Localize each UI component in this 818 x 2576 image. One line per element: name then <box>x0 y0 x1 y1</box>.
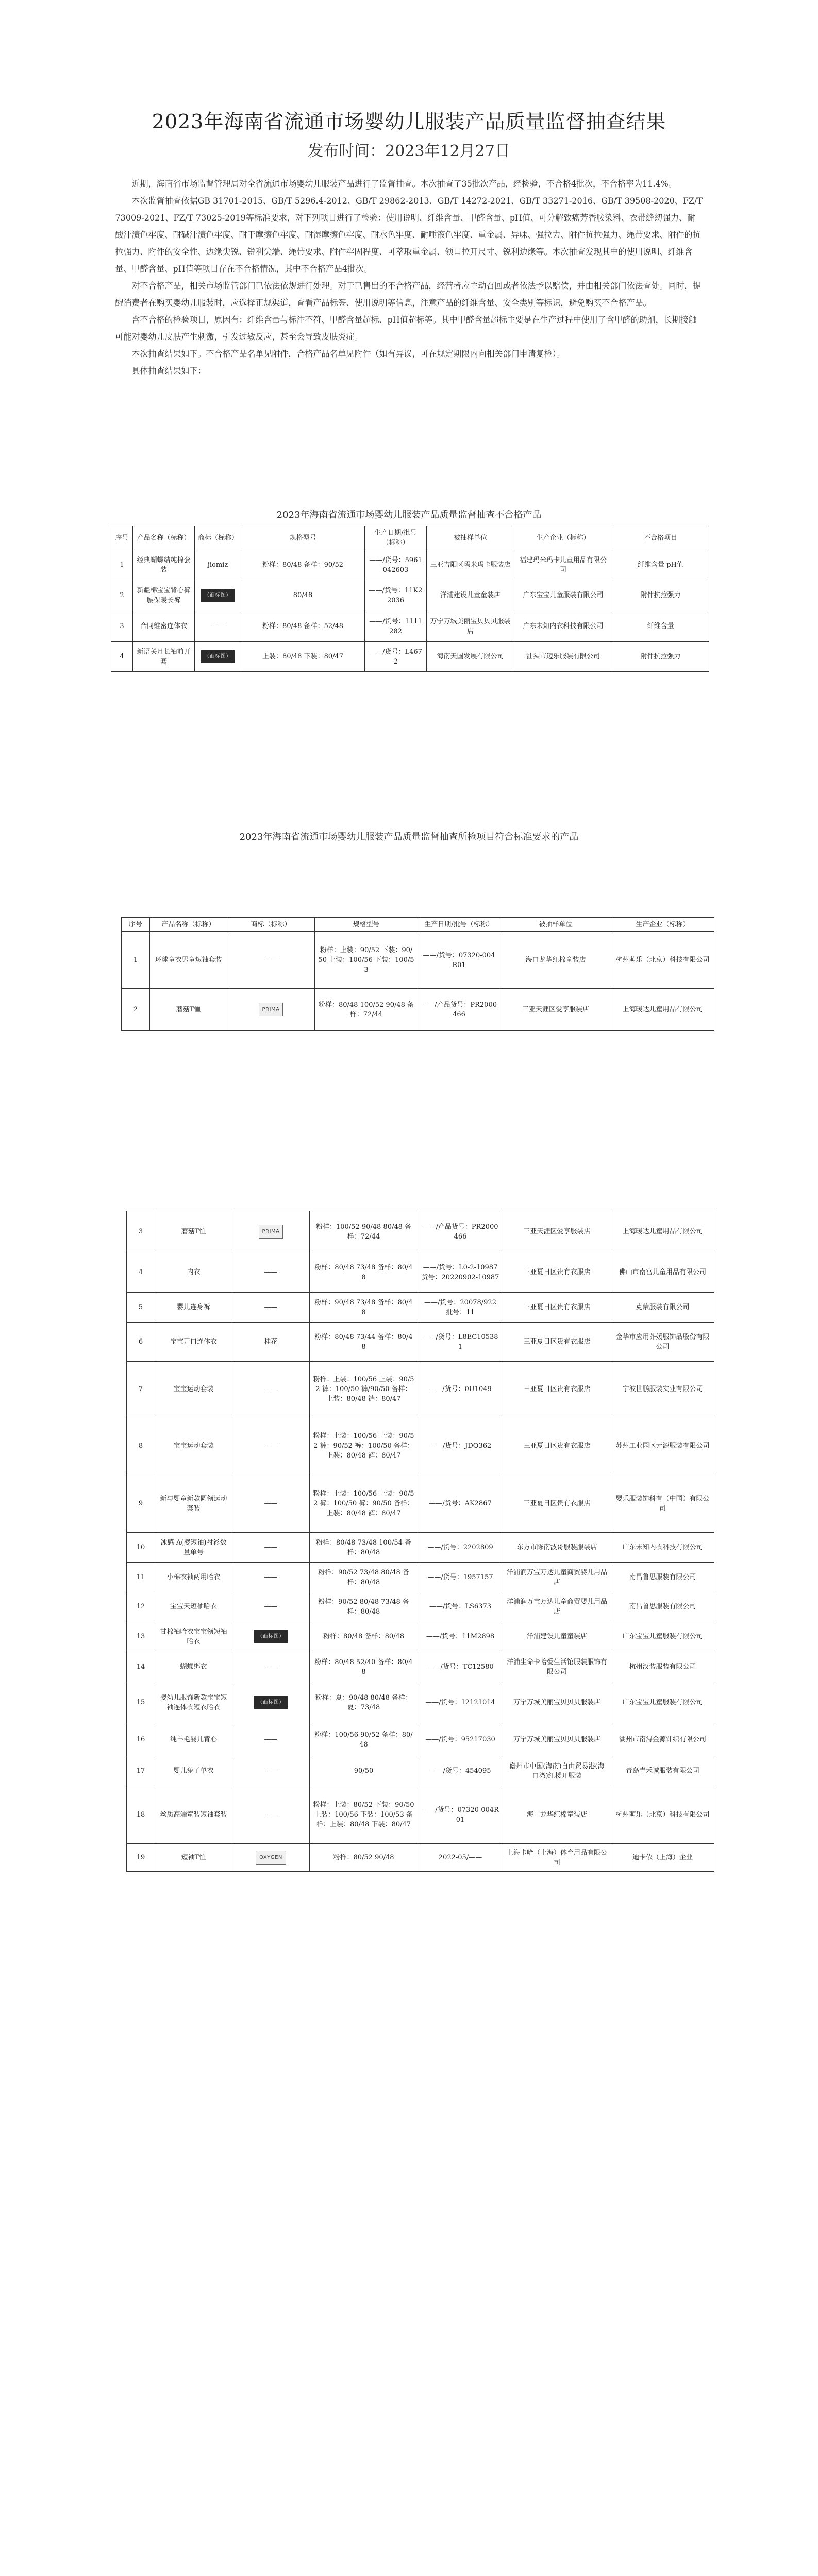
table-cell: 宝宝开口连体衣 <box>155 1323 232 1362</box>
table-cell: —— <box>232 1652 310 1682</box>
table-cell: 洋浦润万宝万达儿童商贸婴儿用品店 <box>503 1592 611 1621</box>
table-row <box>111 580 709 611</box>
table-cell: 丝质高端童装短袖套装 <box>155 1786 232 1844</box>
table-row <box>122 932 714 989</box>
column-header: 不合格项目 <box>612 526 709 550</box>
table-cell: 上海卡哈（上海）体育用品有限公司 <box>503 1844 611 1872</box>
column-header: 生产企业（标称） <box>611 918 714 932</box>
table-cell: 洋浦生命卡哈爱生活馆服装服饰有限公司 <box>503 1652 611 1682</box>
table-cell: 5 <box>127 1293 155 1323</box>
table-cell: 粉样：上装：90/52 下装：90/50 上装：100/56 下装：100/53 <box>315 932 418 989</box>
table-cell: —— <box>232 1475 310 1533</box>
table-cell: 南昌鲁思服装有限公司 <box>611 1563 714 1592</box>
table-cell: 4 <box>111 642 133 672</box>
table-cell: 青岛青禾诚服装有限公司 <box>611 1756 714 1786</box>
column-header: 被抽样单位 <box>500 918 611 932</box>
table-cell: —— <box>232 1786 310 1844</box>
table-cell: 1 <box>122 932 150 989</box>
table-cell: ——/货号：0U1049 <box>418 1362 503 1417</box>
table-cell: 海口龙华红棉童装店 <box>500 932 611 989</box>
table-cell: 纤维含量 pH值 <box>612 550 709 580</box>
table-cell: 80/48 <box>241 580 365 611</box>
table-cell: 杭州萌乐（北京）科技有限公司 <box>611 932 714 989</box>
table-cell: 洋浦建设儿童童装店 <box>427 580 514 611</box>
table-cell: —— <box>232 1362 310 1417</box>
table-cell: —— <box>232 1756 310 1786</box>
table-cell: ——/货号：5961042603 <box>365 550 427 580</box>
table-cell: —— <box>232 1563 310 1592</box>
table-cell: 广东未知内衣科技有限公司 <box>611 1533 714 1563</box>
table-cell: 杭州萌乐（北京）科技有限公司 <box>611 1786 714 1844</box>
table-row <box>111 611 709 642</box>
table-cell: ——/货号：JDO362 <box>418 1417 503 1475</box>
intro-paragraph: 本次监督抽查依据GB 31701-2015、GB/T 5296.4-2012、GB/T 29862-2013、GB/T 14272-2021、GB/T 33271-2016、GB/T 39508-2020、FZ/T 73009-2021、FZ/T 73025-2019等标准要求，对下列项目进行了检验：使用说明、纤维含量、甲醛含量、pH值、可分解致癌芳香胺染料、衣带缝纫强力、耐酸汗渍色牢度、耐碱汗渍色牢度、耐干摩擦色牢度、耐湿摩擦色牢度、耐水色牢度、耐唾液色牢度、重金属、异味、强拉力、附件抗拉强力、绳带要求、附件的抗拉强力、附件的安全性、边缘尖锐、锐利尖端、绳带要求、附件牢固程度、可萃取重金属、领口拉开尺寸、锐利边缘等。本次抽查发现其中的使用说明、纤维含量、甲醛含量、pH值等项目存在不合格情况，其中不合格产品4批次。 <box>115 196 703 274</box>
table-cell: 广东宝宝儿童服装有限公司 <box>611 1682 714 1723</box>
table-cell: 合同维密连体衣 <box>133 611 195 642</box>
table-cell: —— <box>232 1293 310 1323</box>
table-row <box>127 1563 714 1592</box>
table-cell: 粉样：80/52 90/48 <box>310 1844 418 1872</box>
qualified-products-table-part2 <box>126 1211 714 1872</box>
table-cell: 17 <box>127 1756 155 1786</box>
column-header: 序号 <box>122 918 150 932</box>
unqualified-products-table <box>111 526 709 672</box>
table-cell: 蘑菇T恤 <box>150 989 227 1031</box>
table-cell: 粉样：80/48 73/48 备样：80/48 <box>310 1252 418 1293</box>
table-cell: 迪卡侬（上海）企业 <box>611 1844 714 1872</box>
table-cell <box>232 1211 310 1252</box>
column-header: 产品名称（标称） <box>150 918 227 932</box>
table-cell: 南昌鲁思服装有限公司 <box>611 1592 714 1621</box>
table-row <box>127 1211 714 1252</box>
table-cell: 纤维含量 <box>612 611 709 642</box>
table-cell: 内衣 <box>155 1252 232 1293</box>
table-cell: 广东宝宝儿童服装有限公司 <box>611 1621 714 1652</box>
brand-logo: PRIMA <box>259 1003 283 1016</box>
column-header: 生产日期/批号（标称） <box>418 918 500 932</box>
table-cell: ——/货号：1111282 <box>365 611 427 642</box>
table-cell: 海口龙华红棉童装店 <box>503 1786 611 1844</box>
table2-caption: 2023年海南省流通市场婴幼儿服装产品质量监督抽查所检项目符合标准要求的产品 <box>239 832 579 842</box>
table-cell: 粉样：100/56 90/52 备样：80/48 <box>310 1723 418 1756</box>
table-cell: ——/货号：12121014 <box>418 1682 503 1723</box>
table-cell: 粉样：100/52 90/48 80/48 备样：72/44 <box>310 1211 418 1252</box>
header <box>0 106 818 161</box>
table-cell <box>232 1621 310 1652</box>
table-cell: 蘑菇T恤 <box>155 1211 232 1252</box>
table-row <box>111 550 709 580</box>
column-header: 规格型号 <box>241 526 365 550</box>
table-cell: ——/货号：AK2867 <box>418 1475 503 1533</box>
table-row <box>111 642 709 672</box>
table-cell: —— <box>232 1723 310 1756</box>
table-cell: ——/货号：20078/922 批号：11 <box>418 1293 503 1323</box>
table-cell: 2 <box>122 989 150 1031</box>
intro-paragraph: 本次抽查结果如下。不合格产品名单见附件，合格产品名单见附件（如有异议，可在规定期限内向相关部门申请复检）。 <box>131 349 565 359</box>
table-cell: —— <box>232 1252 310 1293</box>
table-cell: 甘棉袖哈衣宝宝领短袖哈衣 <box>155 1621 232 1652</box>
table-cell: 宝宝运动套装 <box>155 1362 232 1417</box>
table-cell: 粉样：80/48 备样：90/52 <box>241 550 365 580</box>
table-cell: 粉样：80/48 备样：52/48 <box>241 611 365 642</box>
page-title: 2023年海南省流通市场婴幼儿服装产品质量监督抽查结果 <box>152 110 666 133</box>
table-cell: ——/货号：07320-004R01 <box>418 1786 503 1844</box>
table1-section <box>0 507 818 521</box>
column-header: 商标（标称） <box>195 526 241 550</box>
table-row <box>127 1417 714 1475</box>
table-cell: 宁波世鹏服装实业有限公司 <box>611 1362 714 1417</box>
table-row <box>127 1756 714 1786</box>
table-cell: 14 <box>127 1652 155 1682</box>
table-cell: ——/货号：L4672 <box>365 642 427 672</box>
brand-logo-image: （商标图） <box>254 1696 288 1709</box>
table-cell: 婴乐服装饰科有（中国）有限公司 <box>611 1475 714 1533</box>
table-row <box>127 1652 714 1682</box>
table-cell: 三亚吉阳区玛米玛卡服装店 <box>427 550 514 580</box>
table-cell: 小棉衣袖两用哈衣 <box>155 1563 232 1592</box>
table-row <box>127 1786 714 1844</box>
table-cell: ——/货号：1957157 <box>418 1563 503 1592</box>
brand-logo: PRIMA <box>259 1225 283 1239</box>
qualified-products-table-part1 <box>121 917 714 1031</box>
table-cell: 12 <box>127 1592 155 1621</box>
table-cell: 冰感-A(婴短袖)衬衫数量单号 <box>155 1533 232 1563</box>
table-cell: 桂花 <box>232 1323 310 1362</box>
table-cell: —— <box>232 1592 310 1621</box>
table-cell: 2022-05/—— <box>418 1844 503 1872</box>
brand-logo-image: （商标图） <box>201 650 235 663</box>
table-cell: 三亚夏日区贵有衣服店 <box>503 1323 611 1362</box>
intro-paragraph: 具体抽查结果如下： <box>131 366 206 376</box>
table-cell: 三亚夏日区贵有衣服店 <box>503 1293 611 1323</box>
table-row <box>127 1592 714 1621</box>
intro-text <box>115 175 703 379</box>
table-cell: 粉样：80/48 备样：80/48 <box>310 1621 418 1652</box>
column-header: 被抽样单位 <box>427 526 514 550</box>
table-cell: ——/货号：95217030 <box>418 1723 503 1756</box>
table-cell: 3 <box>127 1211 155 1252</box>
table-cell: 三亚夏日区贵有衣服店 <box>503 1252 611 1293</box>
column-header: 生产企业（标称） <box>514 526 612 550</box>
table-cell: 东方市陈南波哥服装服装店 <box>503 1533 611 1563</box>
table-cell: ——/货号：L0-2-10987 货号：20220902-10987 <box>418 1252 503 1293</box>
table-cell: 海南天国发展有限公司 <box>427 642 514 672</box>
publish-time: 发布时间：2023年12月27日 <box>308 142 510 160</box>
table-cell: 粉样：上装：80/52 下装：90/50 上装：100/56 下装：100/53 备样：上装：80/48 下装：80/47 <box>310 1786 418 1844</box>
table-cell: ——/货号：11M2898 <box>418 1621 503 1652</box>
table-cell: 15 <box>127 1682 155 1723</box>
table-cell: —— <box>195 611 241 642</box>
table-cell: 粉样：80/48 52/40 备样：80/48 <box>310 1652 418 1682</box>
table-cell: 儋州市中国(海南)自由贸易港(海口湾)红楼开服装 <box>503 1756 611 1786</box>
intro-paragraph: 含不合格的检验项目，原因有：纤维含量与标注不符、甲醛含量超标、pH值超标等。其中甲醛含量超标主要是在生产过程中使用了含甲醛的助剂，长期接触可能对婴幼儿皮肤产生刺激，引发过敏反应，甚至会导致皮肤炎症。 <box>115 315 697 342</box>
table-cell: 金华市应用芥媛服饰品股份有限公司 <box>611 1323 714 1362</box>
table-cell: 佛山市南宫儿童用品有限公司 <box>611 1252 714 1293</box>
table-cell: 11 <box>127 1563 155 1592</box>
table-row <box>122 989 714 1031</box>
table-cell: 三亚夏日区贵有衣服店 <box>503 1475 611 1533</box>
table-cell: 苏州工业园区元源服装有限公司 <box>611 1417 714 1475</box>
table-cell: 汕头市迈乐服装有限公司 <box>514 642 612 672</box>
table-cell: ——/货号：07320-004R01 <box>418 932 500 989</box>
table-cell: 经典蝴蝶结纯棉套装 <box>133 550 195 580</box>
table-cell: 广东未知内衣科技有限公司 <box>514 611 612 642</box>
table-row <box>127 1844 714 1872</box>
table-cell: 三亚夏日区贵有衣服店 <box>503 1417 611 1475</box>
table-cell: 9 <box>127 1475 155 1533</box>
table-cell: 湖州市南浔金源针织有限公司 <box>611 1723 714 1756</box>
table-cell: 8 <box>127 1417 155 1475</box>
table-cell: 90/50 <box>310 1756 418 1786</box>
table-cell: 2 <box>111 580 133 611</box>
table-cell <box>195 642 241 672</box>
table-cell: 上海暖达儿童用品有限公司 <box>611 1211 714 1252</box>
table-cell: 上海暖达儿童用品有限公司 <box>611 989 714 1031</box>
table-cell: 三亚天涯区爱亨服装店 <box>503 1211 611 1252</box>
table-cell: 19 <box>127 1844 155 1872</box>
table-cell: 附件抗拉强力 <box>612 642 709 672</box>
table-cell: 三亚夏日区贵有衣服店 <box>503 1362 611 1417</box>
table-row <box>127 1475 714 1533</box>
table-cell: 婴幼儿服饰新款宝宝短袖连体衣短衣哈衣 <box>155 1682 232 1723</box>
column-header: 序号 <box>111 526 133 550</box>
table-cell: 宝宝运动套装 <box>155 1417 232 1475</box>
table-cell: ——/产品货号：PR2000466 <box>418 989 500 1031</box>
column-header: 商标（标称） <box>227 918 315 932</box>
table-cell: 新疆棉宝宝背心裤腰保暖长裤 <box>133 580 195 611</box>
table-row <box>127 1621 714 1652</box>
table-cell: ——/货号：454095 <box>418 1756 503 1786</box>
table-cell: 洋浦润万宝万达儿童商贸婴儿用品店 <box>503 1563 611 1592</box>
table-row <box>127 1723 714 1756</box>
table-cell <box>232 1844 310 1872</box>
brand-logo-image: （商标图） <box>254 1630 288 1643</box>
table-cell: 杭州汉装服装有限公司 <box>611 1652 714 1682</box>
table-cell: 13 <box>127 1621 155 1652</box>
table2-section <box>0 829 818 843</box>
table-row <box>127 1682 714 1723</box>
table-row <box>127 1533 714 1563</box>
table-cell: 短袖T恤 <box>155 1844 232 1872</box>
table-cell <box>232 1682 310 1723</box>
table-cell: 粉样：夏：90/48 80/48 备样：夏：73/48 <box>310 1682 418 1723</box>
table-cell: 万宁万城美丽宝贝贝贝服装店 <box>503 1682 611 1723</box>
table-cell: 三亚天涯区爱亨服装店 <box>500 989 611 1031</box>
table-cell <box>195 580 241 611</box>
table-cell: 粉样：80/48 100/52 90/48 备样：72/44 <box>315 989 418 1031</box>
table-cell: 7 <box>127 1362 155 1417</box>
table-cell: 宝宝天短袖哈衣 <box>155 1592 232 1621</box>
table-cell: 3 <box>111 611 133 642</box>
brand-logo-image: （商标图） <box>201 589 235 602</box>
column-header: 生产日期/批号（标称） <box>365 526 427 550</box>
table-cell: ——/货号：TC12580 <box>418 1652 503 1682</box>
table-cell: —— <box>232 1417 310 1475</box>
table-cell: 上装：80/48 下装：80/47 <box>241 642 365 672</box>
table-cell: 万宁万城美丽宝贝贝贝服装店 <box>503 1723 611 1756</box>
table-cell: 粉样：90/48 73/48 备样：80/48 <box>310 1293 418 1323</box>
table-cell: 婴儿兔子单衣 <box>155 1756 232 1786</box>
table-cell: 粉样：80/48 73/48 100/54 备样：80/48 <box>310 1533 418 1563</box>
table-cell: 万宁万城美丽宝贝贝贝服装店 <box>427 611 514 642</box>
table-cell: 附件抗拉强力 <box>612 580 709 611</box>
intro-section <box>0 175 818 379</box>
table-cell: 新语关月长袖前开套 <box>133 642 195 672</box>
table-cell: 广东宝宝儿童服装有限公司 <box>514 580 612 611</box>
table-cell: 福建玛米玛卡儿童用品有限公司 <box>514 550 612 580</box>
table-cell <box>227 989 315 1031</box>
table-cell: 粉样：80/48 73/44 备样：80/48 <box>310 1323 418 1362</box>
table-cell: 环球童衣男童短袖套装 <box>150 932 227 989</box>
table-cell: 新与婴童新款圆领运动套装 <box>155 1475 232 1533</box>
table-cell: jiomiz <box>195 550 241 580</box>
table-cell: 蝴蝶绑衣 <box>155 1652 232 1682</box>
brand-logo: OXYGEN <box>256 1851 286 1865</box>
table-cell: 4 <box>127 1252 155 1293</box>
column-header: 规格型号 <box>315 918 418 932</box>
table-row <box>127 1362 714 1417</box>
table-row <box>127 1293 714 1323</box>
intro-paragraph: 近期，海南省市场监督管理局对全省流通市场婴幼儿服装产品进行了监督抽查。本次抽查了35批次产品，经检验，不合格4批次，不合格率为11.4%。 <box>131 179 677 189</box>
table-cell: 粉样：90/52 80/48 73/48 备样：80/48 <box>310 1592 418 1621</box>
table-cell: ——/货号：LS6373 <box>418 1592 503 1621</box>
table-cell: —— <box>227 932 315 989</box>
table-cell: 6 <box>127 1323 155 1362</box>
table-cell: 1 <box>111 550 133 580</box>
table-cell: 纯羊毛婴儿背心 <box>155 1723 232 1756</box>
column-header: 产品名称（标称） <box>133 526 195 550</box>
table-cell: ——/货号：11K22036 <box>365 580 427 611</box>
table-row <box>127 1252 714 1293</box>
table-cell: 粉样：上装：100/56 上装：90/52 裤：90/52 裤：100/50 备样：上装：80/48 裤：80/47 <box>310 1417 418 1475</box>
table-cell: ——/产品货号：PR2000466 <box>418 1211 503 1252</box>
table-cell: 婴儿连身裤 <box>155 1293 232 1323</box>
table-cell: 10 <box>127 1533 155 1563</box>
table-row <box>127 1323 714 1362</box>
table1-caption: 2023年海南省流通市场婴幼儿服装产品质量监督抽查不合格产品 <box>276 510 542 520</box>
table-cell: 粉样：上装：100/56 上装：90/52 裤：100/50 裤：90/50 备样：上装：80/48 裤：80/47 <box>310 1475 418 1533</box>
table-cell: 18 <box>127 1786 155 1844</box>
table-cell: 洋浦建设儿童童装店 <box>503 1621 611 1652</box>
table-cell: 粉样：90/52 73/48 80/48 备样：80/48 <box>310 1563 418 1592</box>
table-cell: —— <box>232 1533 310 1563</box>
intro-paragraph: 对不合格产品，相关市场监管部门已依法依规进行处理。对于已售出的不合格产品，经营者应主动召回或者依法予以赔偿，并由相关部门依法查处。同时，提醒消费者在购买婴幼儿服装时，应选择正规渠道，查看产品标签、使用说明等信息，注意产品的纤维含量、安全类别等标识，避免购买不合格产品。 <box>115 281 701 308</box>
table-cell: 粉样：上装：100/56 上装：90/52 裤：100/50 裤/90/50 备样：上装：80/48 裤：80/47 <box>310 1362 418 1417</box>
table-cell: 克蒙服装有限公司 <box>611 1293 714 1323</box>
table-cell: 16 <box>127 1723 155 1756</box>
table-cell: ——/货号：2202809 <box>418 1533 503 1563</box>
table-cell: ——/货号：L8EC105381 <box>418 1323 503 1362</box>
